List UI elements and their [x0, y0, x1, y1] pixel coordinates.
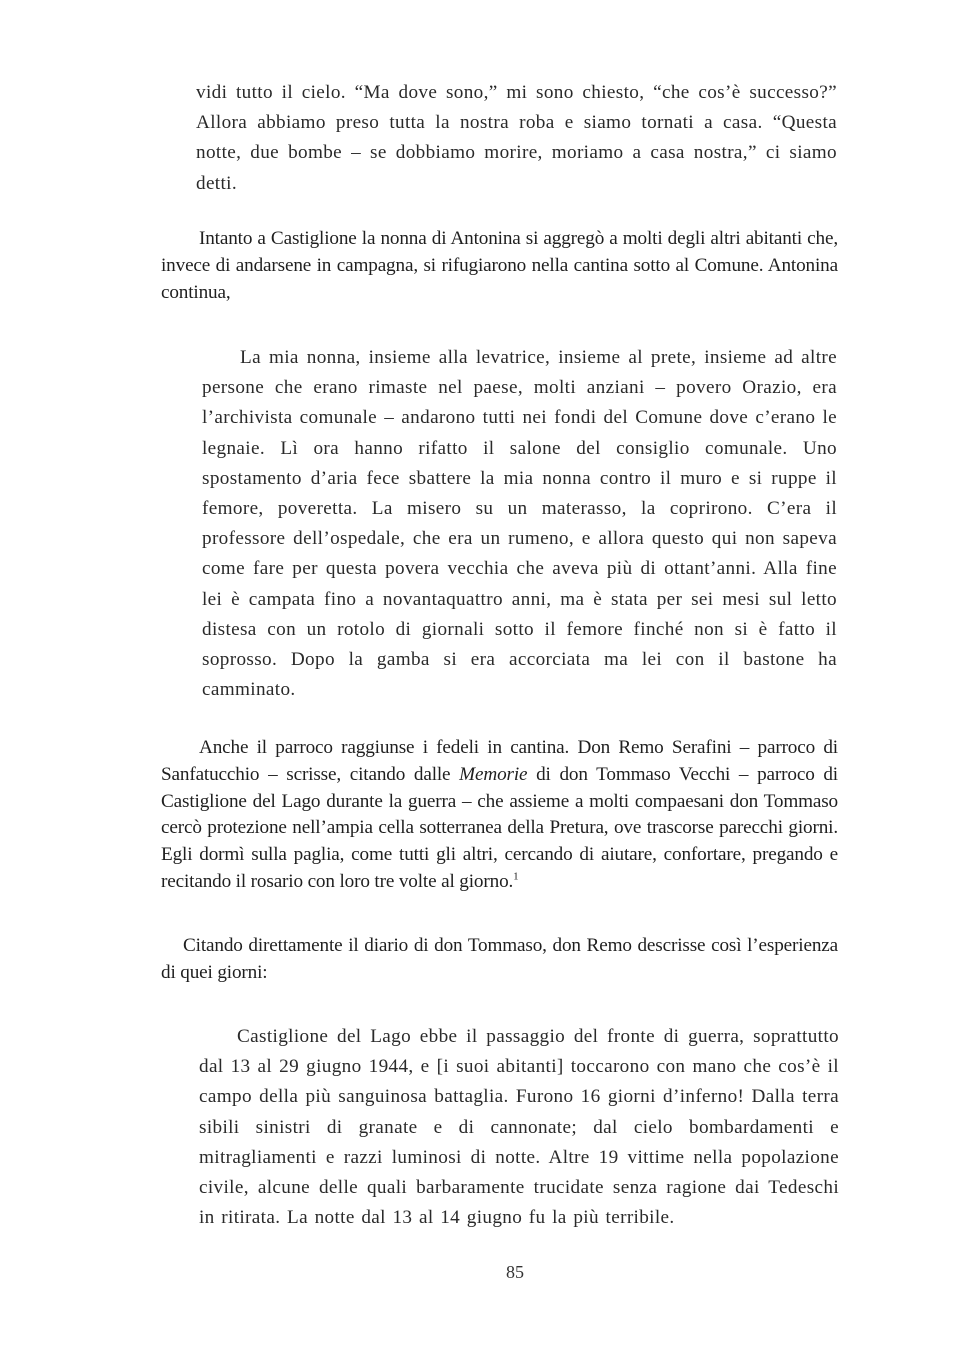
quote-don-tommaso: Castiglione del Lago ebbe il passaggio del fronte di guerra, soprattutto dal 13 al 29 giugno 1944, e [i suoi abitanti] toccarono con mano che cos’è il campo della più sanguinosa battaglia. Furono 16 giorni d’inferno! Dalla terra sibili sinistri di granate e di cannonate; dal cielo bombardamenti e mitragliamenti e razzi luminosi di notte. Altre 19 vittime nella popolazione civile, alcune delle quali barbaramente trucidate senza ragione dai Tedeschi in ritirata. La notte dal 13 al 14 giugno fu la più terribile. — [199, 1026, 839, 1229]
quote-continuation: vidi tutto il cielo. “Ma dove sono,” mi sono chiesto, “che cos’è successo?” Allora abbiamo preso tutta la nostra roba e siamo tornati a casa. “Questa notte, due bombe – se dobbiamo morire, moriamo a casa nostra,” ci siamo detti. — [196, 82, 837, 194]
body-paragraph-diario: Citando direttamente il diario di don Tommaso, don Remo descrisse così l’esperienza di quei giorni: — [161, 935, 838, 983]
paragraph-text: di don Tommaso Vecchi – parroco di Castiglione del Lago durante la guerra – che assieme a molti compaesani don Tommaso cercò protezione nell’ampia cella sotterranea della Pretura, ove trascorse parecchi giorni. Egli dormì sulla paglia, come tutti gli altri, cercando di aiutare, confortare, pregando e recitando il rosario con loro tre volte al giorno. — [161, 763, 838, 892]
book-title-memorie: Memorie — [459, 763, 528, 785]
paragraph-text: Anche il parroco raggiunse i fedeli in cantina. Don Remo Serafini – parroco di Sanfatucchio – scrisse, citando dalle — [161, 737, 838, 785]
body-paragraph-castiglione: Intanto a Castiglione la nonna di Antonina si aggregò a molti degli altri abitanti che, invece di andarsene in campagna, si rifugiarono nella cantina sotto al Comune. Antonina continua, — [161, 228, 838, 303]
footnote-reference[interactable]: 1 — [513, 870, 519, 883]
body-paragraph-parroco — [161, 735, 838, 896]
page-number: 85 — [506, 1262, 524, 1282]
quote-antonina: La mia nonna, insieme alla levatrice, insieme al prete, insieme ad altre persone che erano rimaste nel paese, molti anziani – povero Orazio, era l’archivista comunale – andarono tutti nei fondi del Comune dove c’erano le legnaie. Lì ora hanno rifatto il salone del consiglio comunale. Uno spostamento d’aria fece sbattere la mia nonna contro il muro e si ruppe il femore, poveretta. La misero su un materasso, la coprirono. C’era il professore dell’ospedale, che era un rumeno, e allora questo qui non sapeva come fare per questa povera vecchia che aveva più di ottant’anni. Alla fine lei è campata fino a novantaquattro anni, ma è stata per sei mesi sul letto distesa con un rotolo di giornali sotto il femore finché non si è fatto il soprosso. Dopo la gamba si era accorciata ma lei con il bastone ha camminato. — [202, 347, 837, 701]
